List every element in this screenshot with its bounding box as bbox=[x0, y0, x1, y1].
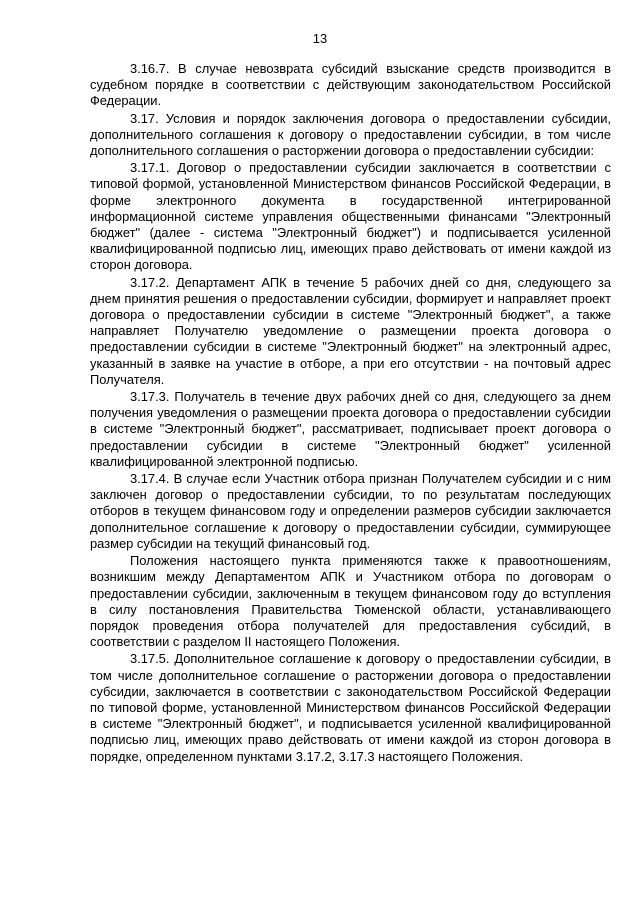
page-number: 13 bbox=[312, 31, 328, 46]
document-body bbox=[90, 61, 611, 765]
paragraph-3-17: 3.17. Условия и порядок заключения договора о предоставлении субсидии, дополнительного соглашения к договору о предоставлении субсидии, в том числе дополнительного соглашения о расторжении договора о предоставлении субсидии: bbox=[90, 110, 611, 159]
paragraph-3-17-4: 3.17.4. В случае если Участник отбора признан Получателем субсидии и с ним заключен договор о предоставлении субсидии, то по результатам последующих отборов в текущем финансовом году и определении размеров субсидии заключается дополнительное соглашение к договору о предоставлении субсидии, суммирующее размер субсидии на текущий финансовый год. bbox=[90, 471, 611, 551]
paragraph-3-17-4-provisions: Положения настоящего пункта применяются также к правоотношениям, возникшим между Департаментом АПК и Участником отбора по договорам о предоставлении субсидии, заключенным в текущем финансовом году до вступления в силу постановления Правительства Тюменской области, устанавливающего порядок проведения отбора получателей для предоставления субсидий, в соответствии с разделом II настоящего Положения. bbox=[90, 553, 611, 650]
paragraph-3-17-3: 3.17.3. Получатель в течение двух рабочих дней со дня, следующего за днем получения уведомления о размещении проекта договора о предоставлении субсидии в системе "Электронный бюджет", рассматривает, подписывает проект договора о предоставлении субсидии в системе "Электронный бюджет" усиленной квалифицированной электронной подписью. bbox=[90, 389, 611, 469]
paragraph-3-16-7: 3.16.7. В случае невозврата субсидий взыскание средств производится в судебном порядке в соответствии с действующим законодательством Российской Федерации. bbox=[90, 61, 611, 109]
paragraph-3-17-2: 3.17.2. Департамент АПК в течение 5 рабочих дней со дня, следующего за днем принятия решения о предоставлении субсидии, формирует и направляет проект договора о предоставлении субсидии в системе "Электронный бюджет", а также направляет Получателю уведомление о размещении проекта договора о предоставлении субсидии в системе "Электронный бюджет" на электронный адрес, указанный в заявке на участие в отборе, а при его отсутствии - на почтовый адрес Получателя. bbox=[90, 274, 611, 387]
paragraph-3-17-1: 3.17.1. Договор о предоставлении субсидии заключается в соответствии с типовой формой, установленной Министерством финансов Российской Федерации, в форме электронного документа в государственной интегрированной информационной системе управления общественными финансами "Электронный бюджет" (далее - система "Электронный бюджет") и подписывается усиленной квалифицированной подписью лиц, имеющих право действовать от имени каждой из сторон договора. bbox=[90, 160, 611, 273]
paragraph-3-17-5: 3.17.5. Дополнительное соглашение к договору о предоставлении субсидии, в том числе дополнительное соглашение о расторжении договора о предоставлении субсидии, заключается в соответствии с законодательством Российской Федерации по типовой форме, установленной Министерством финансов Российской Федерации в системе "Электронный бюджет", и подписывается усиленной квалифицированной подписью лиц, имеющих право действовать от имени каждой из сторон договора в порядке, определенном пунктами 3.17.2, 3.17.3 настоящего Положения. bbox=[90, 651, 611, 764]
